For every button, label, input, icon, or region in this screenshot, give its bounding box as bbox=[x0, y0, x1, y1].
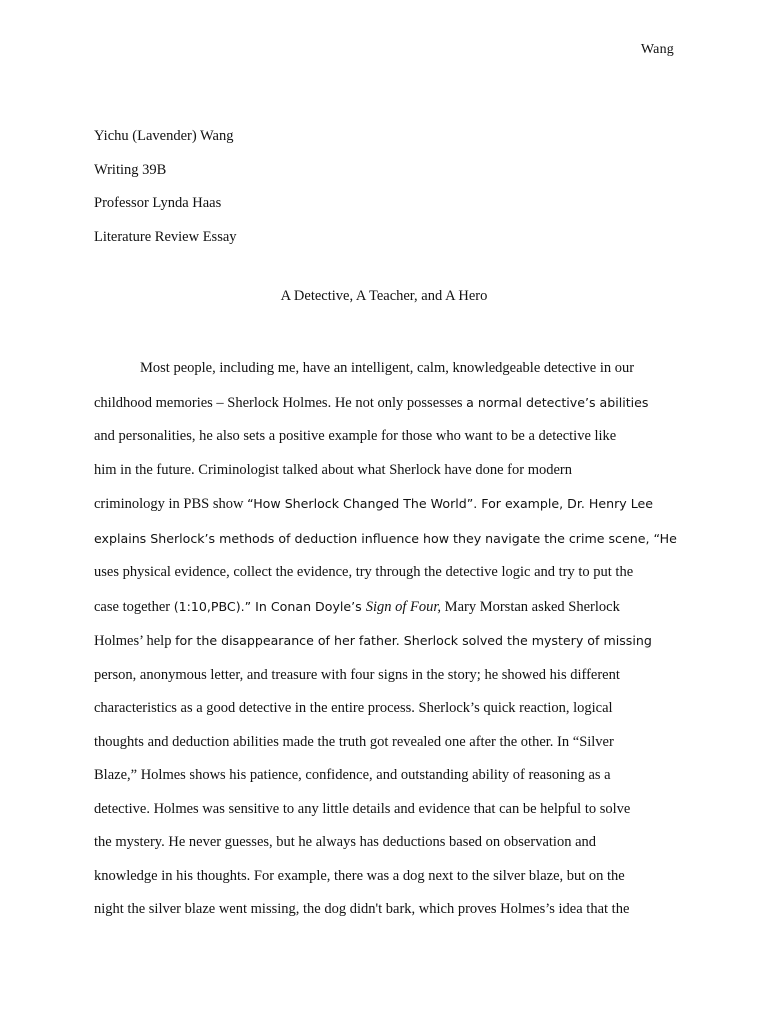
assignment-name: Literature Review Essay bbox=[94, 228, 237, 245]
body-line bbox=[94, 522, 677, 557]
body-text-segment: characteristics as a good detective in the entire process. Sherlock’s quick reaction, logical bbox=[94, 700, 613, 716]
body-text-segment: criminology in PBS show bbox=[94, 496, 248, 512]
body-line bbox=[94, 487, 674, 522]
body-line bbox=[94, 352, 674, 386]
body-text-segment: Mary Morstan asked Sherlock bbox=[441, 598, 620, 615]
body-text-segment: knowledge in his thoughts. For example, there was a dog next to the silver blaze, but on the bbox=[94, 867, 625, 884]
body-text-segment: explains Sherlock’s methods of deduction influence how they navigate the crime scene, “He bbox=[94, 530, 677, 546]
body-line bbox=[94, 893, 674, 927]
body-text-segment: Sign of Four, bbox=[365, 598, 442, 615]
body-line bbox=[94, 590, 674, 625]
essay-title: A Detective, A Teacher, and A Hero bbox=[280, 288, 488, 304]
body-line bbox=[94, 624, 674, 659]
body-text-segment: and personalities, he also sets a positive example for those who want to be a detective like bbox=[94, 428, 617, 444]
course-name: Writing 39B bbox=[94, 161, 167, 178]
body-text-segment: detective. Holmes was sensitive to any little details and evidence that can be helpful to solve bbox=[94, 800, 631, 817]
body-text-segment: (1:10,PBC).” In Conan Doyle’s bbox=[173, 598, 366, 614]
body-line bbox=[94, 793, 674, 827]
body-text-segment: Holmes’ help bbox=[94, 633, 176, 649]
body-line bbox=[94, 556, 674, 590]
body-text-segment: for the disappearance of her father. Sherlock solved the mystery of missing bbox=[175, 633, 652, 648]
body-text-segment: a normal detective’s abilities bbox=[466, 394, 649, 410]
body-text-segment: the mystery. He never guesses, but he always has deductions based on observation and bbox=[94, 834, 596, 850]
body-text-segment: thoughts and deduction abilities made the truth got revealed one after the other. In “Silver bbox=[94, 733, 614, 750]
body-text-segment: “How Sherlock Changed The World”. For example, Dr. Henry Lee bbox=[247, 496, 654, 511]
body-text-segment: night the silver blaze went missing, the dog didn't bark, which proves Holmes’s idea that the bbox=[94, 901, 630, 917]
body-text-segment: Blaze,” Holmes shows his patience, confidence, and outstanding ability of reasoning as a bbox=[94, 767, 611, 783]
running-header: Wang bbox=[640, 42, 674, 57]
author-name: Yichu (Lavender) Wang bbox=[94, 128, 234, 144]
mla-heading bbox=[94, 120, 237, 254]
body-line bbox=[94, 454, 674, 488]
body-line bbox=[94, 420, 674, 454]
body-line bbox=[94, 726, 674, 760]
body-line bbox=[94, 659, 674, 693]
body-text-segment: case together bbox=[94, 598, 174, 615]
body-line bbox=[94, 860, 674, 894]
body-text-segment: person, anonymous letter, and treasure with four signs in the story; he showed his different bbox=[94, 666, 620, 683]
body-text-segment: Most people, including me, have an intelligent, calm, knowledgeable detective in our bbox=[140, 360, 635, 376]
body-text-segment: childhood memories – Sherlock Holmes. He not only possesses bbox=[94, 394, 467, 411]
essay-body bbox=[94, 352, 677, 927]
body-line bbox=[94, 826, 674, 860]
body-line bbox=[94, 759, 674, 793]
body-line bbox=[94, 692, 674, 726]
body-text-segment: uses physical evidence, collect the evidence, try through the detective logic and try to put the bbox=[94, 564, 634, 580]
body-text-segment: him in the future. Criminologist talked about what Sherlock have done for modern bbox=[94, 461, 572, 478]
professor-name: Professor Lynda Haas bbox=[94, 195, 222, 211]
body-line bbox=[94, 386, 674, 421]
